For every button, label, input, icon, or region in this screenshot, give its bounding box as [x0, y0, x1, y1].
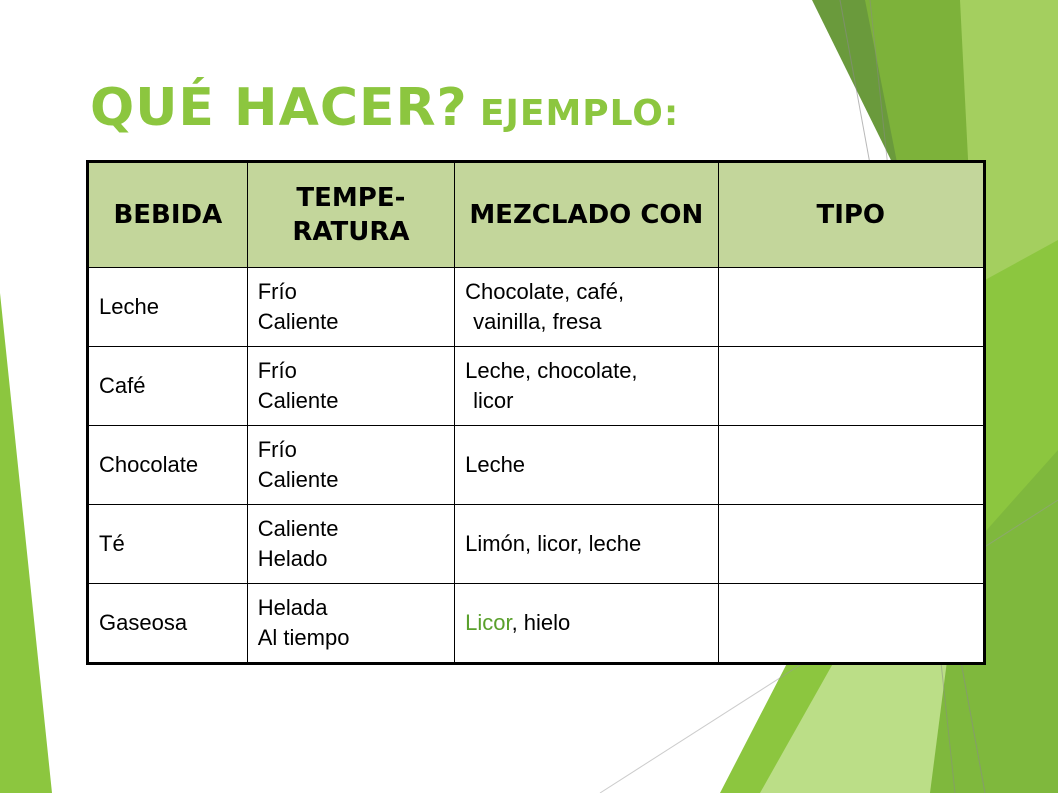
- slide-title: [90, 78, 679, 138]
- header-tipo: TIPO: [718, 162, 984, 268]
- cell-mezclado: Licor, hielo: [455, 584, 718, 664]
- cell-temperatura: Frío Caliente: [247, 347, 454, 426]
- table-header-row: [88, 162, 985, 268]
- cell-temperatura: Frío Caliente: [247, 426, 454, 505]
- table-row: [88, 268, 985, 347]
- header-bebida: BEBIDA: [88, 162, 248, 268]
- table-row: [88, 426, 985, 505]
- header-mezclado-con: MEZCLADO CON: [455, 162, 718, 268]
- cell-mezclado: Limón, licor, leche: [455, 505, 718, 584]
- cell-tipo: [718, 426, 984, 505]
- table-row: [88, 584, 985, 664]
- cell-bebida: Leche: [88, 268, 248, 347]
- cell-tipo: [718, 268, 984, 347]
- title-main: QUÉ HACER?: [90, 78, 468, 138]
- cell-mezclado: Chocolate, café, vainilla, fresa: [455, 268, 718, 347]
- cell-tipo: [718, 347, 984, 426]
- cell-bebida: Chocolate: [88, 426, 248, 505]
- left-green-shape: [0, 293, 52, 793]
- cell-tipo: [718, 584, 984, 664]
- cell-mezclado: Leche: [455, 426, 718, 505]
- title-sub: EJEMPLO:: [479, 93, 680, 134]
- cell-temperatura: Frío Caliente: [247, 268, 454, 347]
- cell-tipo: [718, 505, 984, 584]
- cell-bebida: Café: [88, 347, 248, 426]
- licor-highlight: Licor: [465, 610, 512, 635]
- cell-temperatura: Helada Al tiempo: [247, 584, 454, 664]
- drinks-table: [86, 160, 986, 665]
- table-row: [88, 505, 985, 584]
- cell-bebida: Gaseosa: [88, 584, 248, 664]
- cell-bebida: Té: [88, 505, 248, 584]
- cell-mezclado: Leche, chocolate, licor: [455, 347, 718, 426]
- table-row: [88, 347, 985, 426]
- cell-temperatura: Caliente Helado: [247, 505, 454, 584]
- header-temperatura: TEMPE- RATURA: [247, 162, 454, 268]
